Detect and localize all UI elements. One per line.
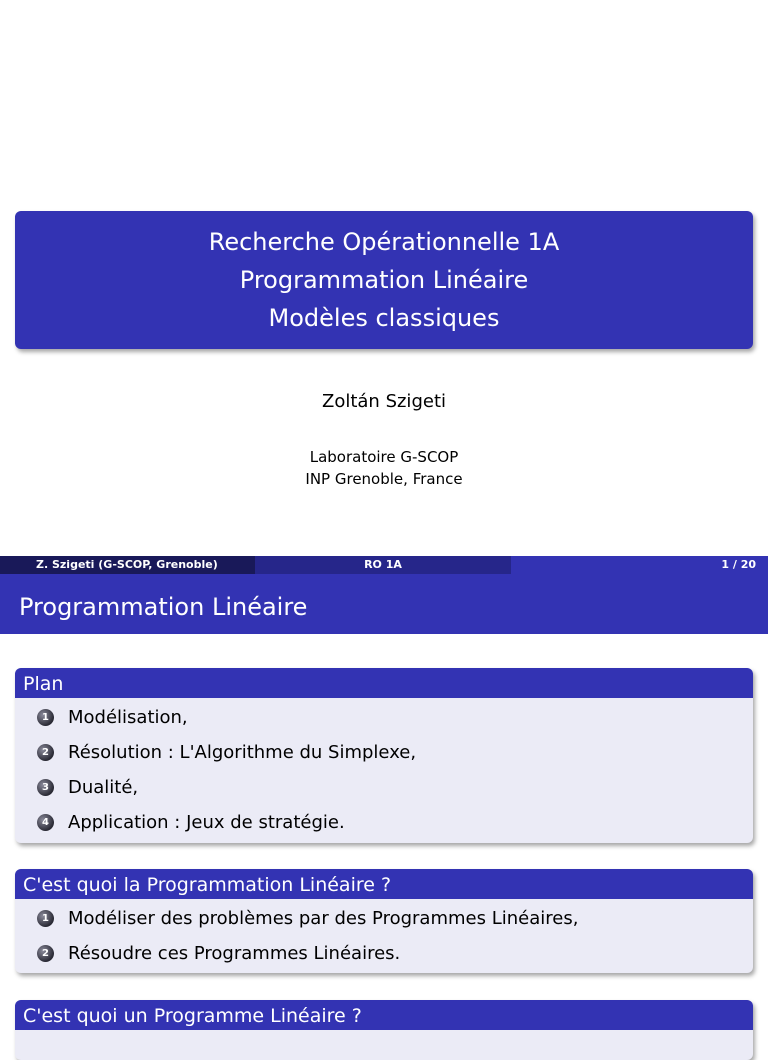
list-item xyxy=(37,901,753,936)
list-item-text: Modélisation, xyxy=(68,707,188,728)
footer-short-title: RO 1A xyxy=(255,556,511,574)
title-line-1: Recherche Opérationnelle 1A xyxy=(208,228,560,256)
institute xyxy=(0,446,768,490)
enumerate-ball-icon: 4 xyxy=(37,814,54,831)
block-title: C'est quoi la Programmation Linéaire ? xyxy=(15,869,753,899)
enumerate-ball-icon: 1 xyxy=(37,910,54,927)
list-item xyxy=(37,936,753,971)
block-what-is-lp-program xyxy=(15,1000,753,1060)
footer-bar xyxy=(0,556,768,574)
list-item xyxy=(37,805,753,840)
institute-line-1: Laboratoire G-SCOP xyxy=(309,448,459,466)
frame-title: Programmation Linéaire xyxy=(0,574,768,634)
block-body xyxy=(15,698,753,843)
block-what-is-lp xyxy=(15,869,753,973)
institute-line-2: INP Grenoble, France xyxy=(305,470,463,488)
footer-author: Z. Szigeti (G-SCOP, Grenoble) xyxy=(0,556,255,574)
list-item xyxy=(37,770,753,805)
enumerate-ball-icon: 1 xyxy=(37,709,54,726)
enumerate-ball-icon: 2 xyxy=(37,945,54,962)
author: Zoltán Szigeti xyxy=(322,391,446,412)
list-item-text: Résoudre ces Programmes Linéaires. xyxy=(68,943,401,964)
block-plan xyxy=(15,668,753,843)
title-line-3: Modèles classiques xyxy=(268,304,500,332)
list-item xyxy=(37,700,753,735)
footer-page-number: 1 / 20 xyxy=(511,556,768,574)
title-box xyxy=(15,211,753,349)
block-title: Plan xyxy=(15,668,753,698)
enumerate-ball-icon: 2 xyxy=(37,744,54,761)
list-item-text: Dualité, xyxy=(68,777,139,798)
title-line-2: Programmation Linéaire xyxy=(239,266,529,294)
block-title: C'est quoi un Programme Linéaire ? xyxy=(15,1000,753,1030)
block-body xyxy=(15,899,753,973)
list-item-text: Application : Jeux de stratégie. xyxy=(68,812,345,833)
list-item-text: Modéliser des problèmes par des Programmes Linéaires, xyxy=(68,908,579,929)
list-item-text: Résolution : L'Algorithme du Simplexe, xyxy=(68,742,417,763)
enumerate-ball-icon: 3 xyxy=(37,779,54,796)
list-item xyxy=(37,735,753,770)
